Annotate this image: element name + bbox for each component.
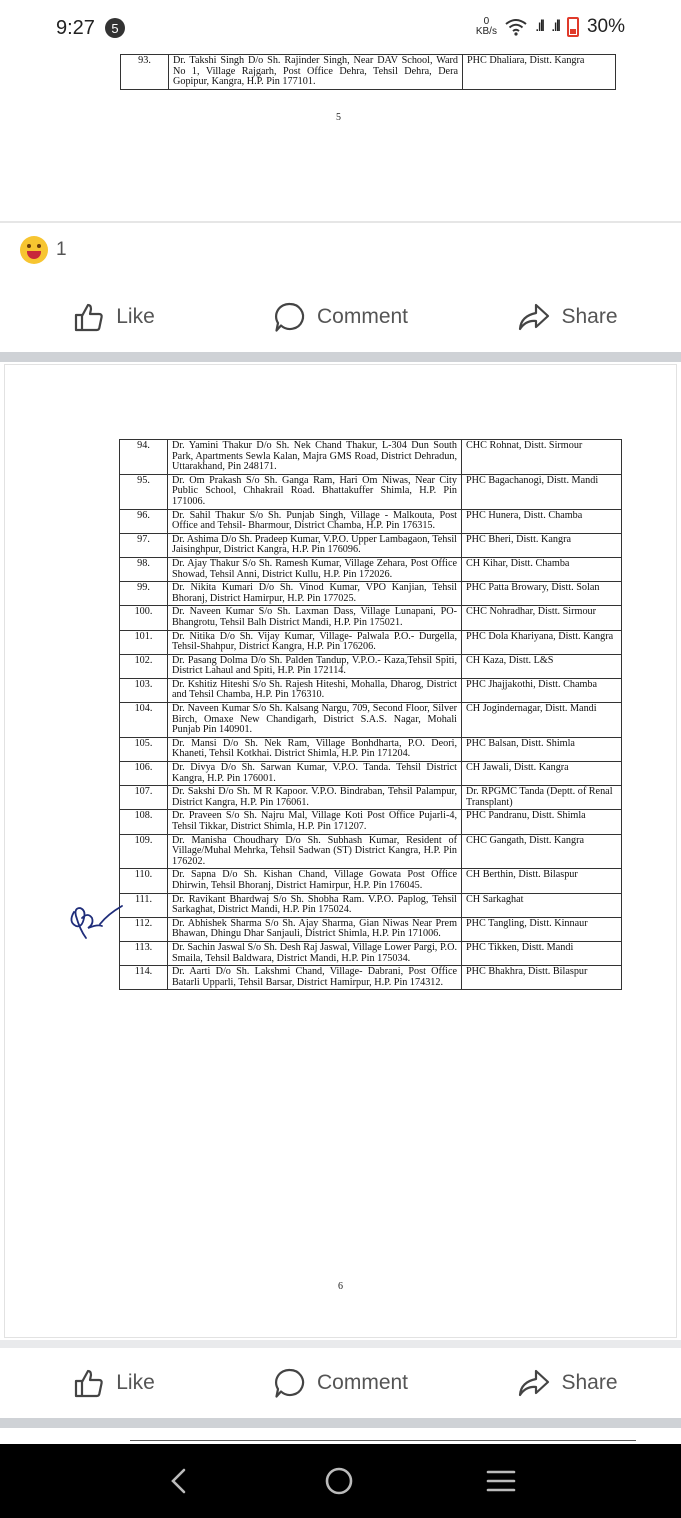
posting-place: PHC Tikken, Distt. Mandi bbox=[462, 941, 622, 965]
posting-place: PHC Dola Khariyana, Distt. Kangra bbox=[462, 630, 622, 654]
posting-place: CH Kaza, Distt. L&S bbox=[462, 654, 622, 678]
comment-button[interactable] bbox=[227, 1366, 454, 1400]
posting-place: Dr. RPGMC Tanda (Deptt. of Renal Transplant) bbox=[462, 786, 622, 810]
candidate-details: Dr. Naveen Kumar S/o Sh. Kalsang Nargu, 709, Second Floor, Silver Birch, Omaxe New Chandigarh, District S.A.S. Nagar, Mohali Punjab Pin 140901. bbox=[168, 703, 462, 738]
candidate-details: Dr. Praveen S/o Sh. Najru Mal, Village Koti Post Office Pujarli-4, Tehsil Tikkar, District Shimla, H.P. Pin 171207. bbox=[168, 810, 462, 834]
row-number: 110. bbox=[120, 869, 168, 893]
feed-separator bbox=[0, 1418, 681, 1428]
row-number: 111. bbox=[120, 893, 168, 917]
page-number: 5 bbox=[336, 112, 341, 123]
like-button[interactable] bbox=[0, 300, 227, 334]
candidate-details: Dr. Ravikant Bhardwaj S/o Sh. Shobha Ram. V.P.O. Paplog, Tehsil Sarkaghat, District Mandi, H.P. Pin 175024. bbox=[168, 893, 462, 917]
post-image-page-5[interactable] bbox=[0, 56, 681, 222]
system-navigation-bar bbox=[0, 1444, 681, 1518]
table-row bbox=[120, 630, 622, 654]
row-number: 102. bbox=[120, 654, 168, 678]
candidate-details: Dr. Sachin Jaswal S/o Sh. Desh Raj Jaswal, Village Lower Pargi, P.O. Smaila, Tehsil Baldwara, District Mandi, H.P. Pin 175034. bbox=[168, 941, 462, 965]
row-number: 108. bbox=[120, 810, 168, 834]
row-number: 106. bbox=[120, 762, 168, 786]
share-button[interactable] bbox=[454, 1366, 681, 1400]
doc-table-page-5 bbox=[120, 54, 616, 90]
candidate-details: Dr. Om Prakash S/o Sh. Ganga Ram, Hari Om Niwas, Near City Public School, Chhakrail Road. Bhattakuffer Shimla, H.P. Pin 171006. bbox=[168, 474, 462, 509]
table-row bbox=[120, 893, 622, 917]
candidate-details: Dr. Nikita Kumari D/o Sh. Vinod Kumar, VPO Kanjian, Tehsil Bhoranj, District Hamirpur, H.P. Pin 177025. bbox=[168, 582, 462, 606]
candidate-details: Dr. Sapna D/o Sh. Kishan Chand, Village Gowata Post Office Dhirwin, Tehsil Bhoranj, District Hamirpur, H.P. Pin 176045. bbox=[168, 869, 462, 893]
row-number: 93. bbox=[121, 55, 169, 90]
candidate-details: Dr. Abhishek Sharma S/o Sh. Ajay Sharma, Gian Niwas Near Prem Bhawan, Dhingu Dhar Sanjauli, District Shimla, H.P. Pin 171006. bbox=[168, 917, 462, 941]
row-number: 97. bbox=[120, 533, 168, 557]
status-bar bbox=[0, 0, 681, 56]
feed-separator bbox=[0, 352, 681, 362]
candidate-details: Dr. Mansi D/o Sh. Nek Ram, Village Bonhdharta, P.O. Deori, Khaneti, Tehsil Kotkhai. District Shimla, H.P. Pin 171204. bbox=[168, 737, 462, 761]
candidate-details: Dr. Divya D/o Sh. Sarwan Kumar, V.P.O. Tanda. Tehsil District Kangra, H.P. Pin 176001. bbox=[168, 762, 462, 786]
row-number: 95. bbox=[120, 474, 168, 509]
thumbs-up-icon bbox=[72, 1366, 106, 1400]
posting-place: PHC Bagachanogi, Distt. Mandi bbox=[462, 474, 622, 509]
row-number: 99. bbox=[120, 582, 168, 606]
row-number: 105. bbox=[120, 737, 168, 761]
posting-place: PHC Tangling, Distt. Kinnaur bbox=[462, 917, 622, 941]
candidate-details: Dr. Sakshi D/o Sh. M R Kapoor. V.P.O. Bindraban, Tehsil Palampur, District Kangra, H.P. Pin 176061. bbox=[168, 786, 462, 810]
next-post-preview[interactable] bbox=[0, 1428, 681, 1444]
row-number: 112. bbox=[120, 917, 168, 941]
post-action-bar-2 bbox=[0, 1348, 681, 1418]
row-number: 96. bbox=[120, 509, 168, 533]
comment-button[interactable] bbox=[227, 300, 454, 334]
row-number: 114. bbox=[120, 966, 168, 990]
row-number: 103. bbox=[120, 678, 168, 702]
share-icon bbox=[517, 1366, 551, 1400]
divider bbox=[0, 1340, 681, 1348]
signal-icon-2: .ıll bbox=[550, 18, 559, 35]
comment-label: Comment bbox=[316, 1371, 409, 1394]
table-row bbox=[120, 678, 622, 702]
table-row bbox=[120, 557, 622, 581]
table-row bbox=[120, 917, 622, 941]
candidate-details: Dr. Sahil Thakur S/o Sh. Punjab Singh, Village - Malkouta, Post Office and Tehsil- Bharmour, District Chamba, H.P. Pin 176315. bbox=[168, 509, 462, 533]
signature-mark bbox=[66, 898, 128, 944]
notification-count-badge: 5 bbox=[105, 18, 125, 38]
reactions-summary[interactable] bbox=[20, 236, 67, 264]
comment-label: Comment bbox=[316, 305, 409, 328]
posting-place: CHC Rohnat, Distt. Sirmour bbox=[462, 440, 622, 475]
posting-place: PHC Bheri, Distt. Kangra bbox=[462, 533, 622, 557]
table-row bbox=[120, 582, 622, 606]
candidate-details: Dr. Nitika D/o Sh. Vijay Kumar, Village- Palwala P.O.- Durgella, Tehsil-Shahpur, District Kangra, H.P. Pin 176206. bbox=[168, 630, 462, 654]
candidate-details: Dr. Naveen Kumar S/o Sh. Laxman Dass, Village Lunapani, PO- Bhangrotu, Tehsil Balh District Mandi, H.P. Pin 175021. bbox=[168, 606, 462, 630]
candidate-details: Dr. Yamini Thakur D/o Sh. Nek Chand Thakur, L-304 Dun South Park, Apartments Sewla Kalan, Majra GMS Road, District Dehradun, Uttarakhand, Pin 248171. bbox=[168, 440, 462, 475]
battery-icon bbox=[567, 17, 579, 37]
row-number: 94. bbox=[120, 440, 168, 475]
table-row bbox=[120, 509, 622, 533]
posting-place: PHC Dhaliara, Distt. Kangra bbox=[463, 55, 616, 90]
table-row bbox=[120, 533, 622, 557]
share-label: Share bbox=[561, 305, 618, 328]
table-row bbox=[120, 606, 622, 630]
table-row bbox=[120, 941, 622, 965]
candidate-details: Dr. Kshitiz Hiteshi S/o Sh. Rajesh Hiteshi, Mohalla, Dharog, District and Tehsil Chamba, H.P. Pin 176310. bbox=[168, 678, 462, 702]
posting-place: PHC Pandranu, Distt. Shimla bbox=[462, 810, 622, 834]
row-number: 101. bbox=[120, 630, 168, 654]
candidate-details: Dr. Aarti D/o Sh. Lakshmi Chand, Village- Dabrani, Post Office Batarli Upparli, Tehsil Barsar, District Hamirpur, H.P. Pin 174312. bbox=[168, 966, 462, 990]
home-icon[interactable] bbox=[322, 1464, 356, 1498]
battery-percent: 30% bbox=[586, 16, 625, 37]
signal-icon: .ıll bbox=[534, 18, 543, 35]
row-number: 98. bbox=[120, 557, 168, 581]
table-row bbox=[120, 786, 622, 810]
haha-emoji-icon bbox=[20, 236, 48, 264]
table-row bbox=[120, 834, 622, 869]
candidate-details: Dr. Ashima D/o Sh. Pradeep Kumar, V.P.O. Upper Lambagaon, Tehsil Jaisinghpur, District Kangra, H.P. Pin 176096. bbox=[168, 533, 462, 557]
table-row bbox=[121, 55, 616, 90]
table-row bbox=[120, 737, 622, 761]
candidate-details: Dr. Manisha Choudhary D/o Sh. Subhash Kumar, Resident of Village/Muhal Mehrka, Tehsil Sadwan (ST) District Kangra, H.P. Pin 176202. bbox=[168, 834, 462, 869]
posting-place: PHC Balsan, Distt. Shimla bbox=[462, 737, 622, 761]
network-speed: 0 KB/s bbox=[475, 16, 497, 37]
page-number: 6 bbox=[338, 1281, 343, 1292]
posting-place: PHC Jhajjakothi, Distt. Chamba bbox=[462, 678, 622, 702]
table-row bbox=[120, 810, 622, 834]
posting-place: CH Jawali, Distt. Kangra bbox=[462, 762, 622, 786]
back-icon[interactable] bbox=[164, 1466, 194, 1496]
candidate-details: Dr. Ajay Thakur S/o Sh. Ramesh Kumar, Village Zehara, Post Office Showad, Tehsil Anni, District Kullu, H.P. Pin 172026. bbox=[168, 557, 462, 581]
wifi-icon bbox=[505, 18, 527, 36]
row-number: 100. bbox=[120, 606, 168, 630]
comment-icon bbox=[273, 300, 307, 334]
posting-place: PHC Bhakhra, Distt. Bilaspur bbox=[462, 966, 622, 990]
table-row bbox=[120, 654, 622, 678]
posting-place: CHC Gangath, Distt. Kangra bbox=[462, 834, 622, 869]
table-row bbox=[120, 474, 622, 509]
like-label: Like bbox=[116, 1371, 155, 1394]
status-time: 9:27 bbox=[56, 16, 95, 39]
table-row bbox=[120, 703, 622, 738]
posting-place: CHC Nohradhar, Distt. Sirmour bbox=[462, 606, 622, 630]
posting-place: CH Sarkaghat bbox=[462, 893, 622, 917]
divider bbox=[0, 221, 681, 223]
posting-place: CH Jogindernagar, Distt. Mandi bbox=[462, 703, 622, 738]
post-action-bar bbox=[0, 282, 681, 352]
candidate-details: Dr. Pasang Dolma D/o Sh. Palden Tandup, V.P.O.- Kaza,Tehsil Spiti, District Lahaul and Spiti, H.P. Pin 172114. bbox=[168, 654, 462, 678]
recents-icon[interactable] bbox=[485, 1466, 517, 1496]
like-button[interactable] bbox=[0, 1366, 227, 1400]
posting-place: CH Berthin, Distt. Bilaspur bbox=[462, 869, 622, 893]
table-row bbox=[120, 869, 622, 893]
row-number: 104. bbox=[120, 703, 168, 738]
post-image-page-6[interactable] bbox=[4, 364, 677, 1338]
thumbs-up-icon bbox=[72, 300, 106, 334]
share-icon bbox=[517, 300, 551, 334]
share-label: Share bbox=[561, 1371, 618, 1394]
comment-icon bbox=[273, 1366, 307, 1400]
table-row bbox=[120, 966, 622, 990]
table-row bbox=[120, 762, 622, 786]
candidate-details: Dr. Takshi Singh D/o Sh. Rajinder Singh, Near DAV School, Ward No 1, Village Rajgarh, Post Office Dehra, Tehsil Dehra, Dera Gopipur, Kangra, H.P. Pin 177101. bbox=[169, 55, 463, 90]
row-number: 113. bbox=[120, 941, 168, 965]
share-button[interactable] bbox=[454, 300, 681, 334]
posting-place: PHC Patta Browary, Distt. Solan bbox=[462, 582, 622, 606]
status-right-group bbox=[476, 16, 625, 38]
posting-place: CH Kihar, Distt. Chamba bbox=[462, 557, 622, 581]
doc-table-page-6 bbox=[119, 439, 622, 990]
table-row bbox=[120, 440, 622, 475]
reaction-count: 1 bbox=[56, 239, 67, 260]
posting-place: PHC Hunera, Distt. Chamba bbox=[462, 509, 622, 533]
row-number: 107. bbox=[120, 786, 168, 810]
like-label: Like bbox=[116, 305, 155, 328]
row-number: 109. bbox=[120, 834, 168, 869]
